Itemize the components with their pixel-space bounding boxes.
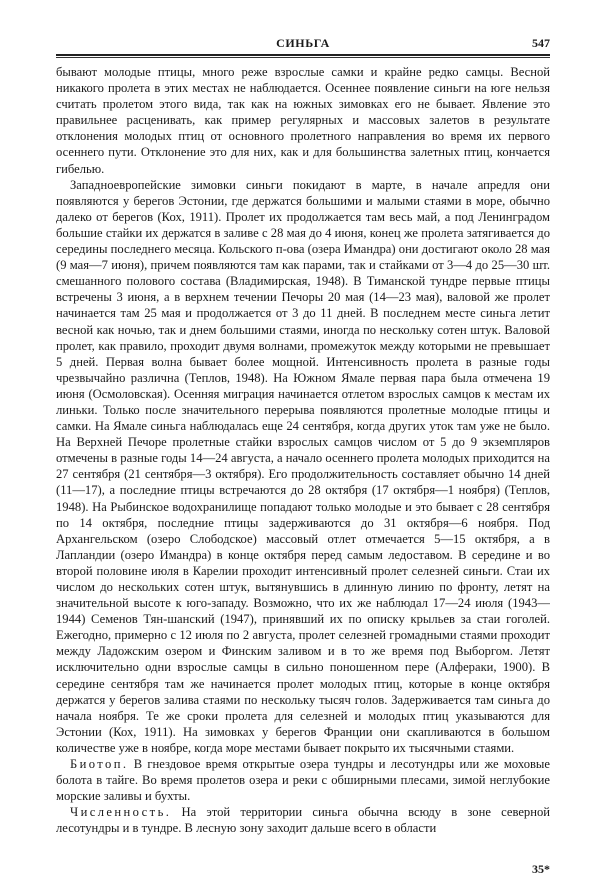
paragraph-abundance [56, 804, 550, 836]
page-number: 547 [532, 36, 550, 50]
paragraph-continuation: бывают молодые птицы, много реже взрослые самки и крайне редко самцы. Весной никакого пролета в этих местах не наблюдается. Осеннее появление синьги на юге нельзя считать пролетом этого вида, так как на южных зимовках его не бывает. Явление это правильнее расценивать, как пример регулярных и массовых залетов в результате отклонения молодых птиц от основного пролетного направления во время их первого осеннего пути. Отклонение это для них, как и для большинства залетных птиц, кончается гибелью. [56, 65, 550, 176]
paragraph-biotope [56, 756, 550, 804]
header-rule [56, 54, 550, 56]
page-body [56, 64, 550, 854]
abundance-label: Численность. [70, 805, 172, 820]
abundance-text: На этой территории синьга обычна всюду в зоне северной лесотундры и в тундре. В лесную зону заходит дальше всего в области [56, 805, 550, 836]
signature-mark: 35* [532, 862, 550, 876]
biotope-text: В гнездовое время открытые озера тундры и лесотундры или же моховые болота в тайге. Во время пролетов озера и реки с обширными плесами, зимой неглубокие морские заливы и бухты. [56, 757, 550, 804]
paragraph-migration: Западноевропейские зимовки синьги покидают в марте, в начале апредля они появляются у берегов Эстонии, где держатся большими и малыми стаями в море, обычно далеко от берегов (Кох, 1911). Пролет их продолжается там весь май, а под Ленинградом большие стайки их держатся в заливе с 28 мая до 4 июня, конец же пролета затягивается до середины последнего месяца. Кольского п-ова (озера Имандра) они достигают около 28 мая (9 мая—7 июня), причем появляются там как парами, так и стайками от 3—4 до 25—30 шт. смешанного полового состава (Владимирская, 1948). В Тиманской тундре первые птицы встречены 3 июня, а в верхнем течении Печоры 20 мая (14—23 мая), валовой же пролет начинается там 25 мая и продолжается от 3 до 11 дней. В последнем месте синьга летит весной как ночью, так и днем большими стаями, иногда по нескольку сотен штук. Валовой пролет, как правило, проходит двумя волнами, промежуток между которыми не превышает 5 дней. Первая волна бывает более мощной. Интенсивность пролета в разные годы чрезвычайно различна (Теплов, 1948). На Южном Ямале первая пара была отмечена 19 июня (Осмоловская). Осенняя миграция начинается отлетом взрослых самцов к местам их линьки. Только после значительного перерыва появляются пролетные молодые птицы и самки. На Ямале синьга наблюдалась еще 24 сентября, когда других уток там уже не было. На Верхней Печоре пролетные стайки взрослых самцов числом от 5 до 9 экземпляров отмечены в разные годы 14—24 августа, а начало осеннего пролета молодых приходится на 27 сентября (21 сентября—3 октября). Его продолжительность составляет обычно 14 дней (11—17), а последние птицы встречаются до 28 октября (17 октября—1 ноября) (Теплов, 1948). На Рыбинское водохранилище попадают только молодые и это бывает с 28 сентября по 14 октября, последние птицы задерживаются до 31 октября—6 ноября. Под Архангельском (озеро Слободское) массовый отлет отмечается 5—15 октября, а в Лапландии (озеро Имандра) в конце октября перед самым ледоставом. В середине и во второй половине июля в Карелии проходит интенсивный пролет селезней синьги. Стаи их числом до нескольких сотен штук, вытянувшись в длинную линию по фронту, летят на значительной высоте к юго-западу. Возможно, что их же наблюдал 17—24 июля (1943—1944) Семенов Тян-шанский (1947), принявший их по описку крыльев за стаи гоголей. Ежегодно, примерно с 12 июля по 2 августа, пролет селезней громадными стаями проходит между Ладожским озером и Финским заливом и в то же время под Выборгом. Летят исключительно одни взрослые самцы в сильно поношенном пере (Алфераки, 1900). В середине сентября там же начинается пролет молодых птиц, которые в конце октября держатся у берегов залива стаями по нескольку тысяч голов. Задерживается там синьга до начала ноября. Те же сроки пролета для селезней и молодых птиц указываются для Эстонии (Кох, 1911). На зимовках у берегов Франции они скапливаются в большом количестве уже в ноябре, когда море местами бывает покрыто их тысячными стаями. [56, 177, 550, 755]
header-rule-thin [56, 57, 550, 58]
running-header [56, 36, 550, 52]
running-title: СИНЬГА [276, 36, 330, 50]
biotope-label: Биотоп. [70, 757, 129, 772]
